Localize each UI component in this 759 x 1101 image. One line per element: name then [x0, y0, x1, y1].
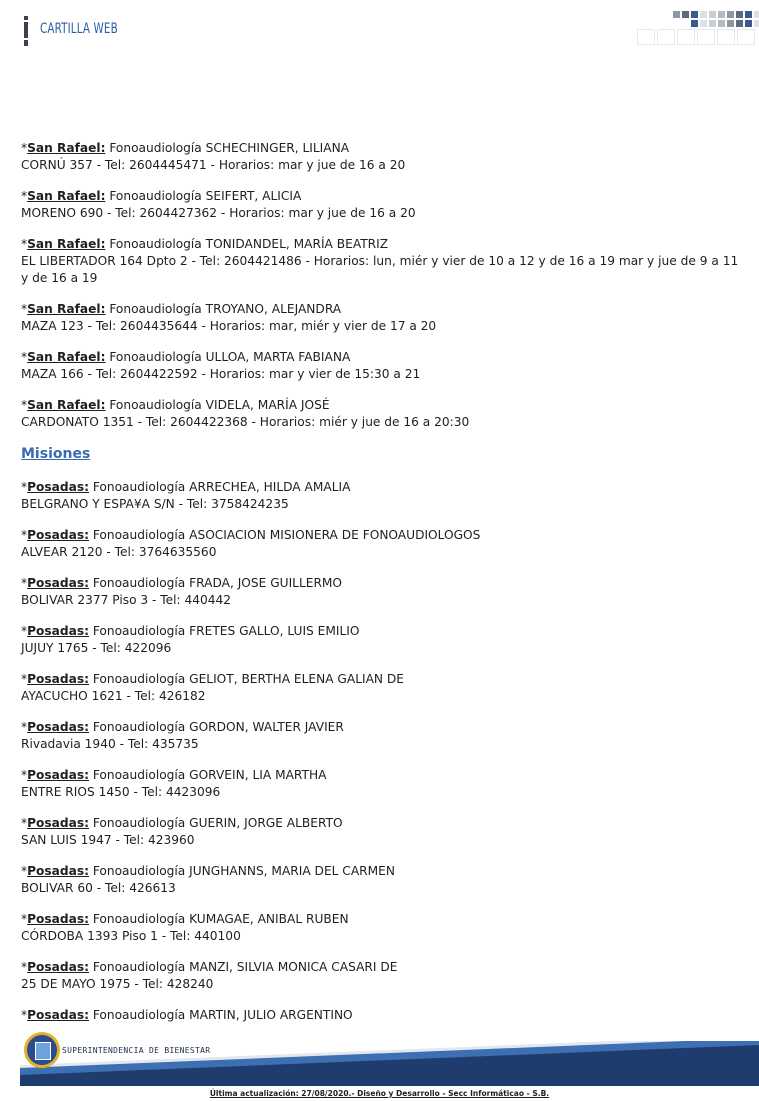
entry-heading: *San Rafael: Fonoaudiología ULLOA, MARTA FABIANA	[21, 350, 351, 364]
directory-entry	[21, 236, 749, 287]
directory-entry	[21, 397, 749, 431]
entry-heading: *Posadas: Fonoaudiología FRETES GALLO, LUIS EMILIO	[21, 624, 360, 638]
directory-entry	[21, 140, 749, 174]
entry-detail: 25 DE MAYO 1975 - Tel: 428240	[21, 977, 214, 991]
entry-location: Posadas:	[27, 912, 89, 926]
misiones-list	[21, 479, 749, 1024]
header-square	[697, 29, 715, 45]
entry-location: San Rafael:	[27, 189, 106, 203]
entry-heading: *Posadas: Fonoaudiología MARTIN, JULIO ARGENTINO	[21, 1008, 353, 1022]
header-square	[700, 11, 707, 18]
entry-title: Fonoaudiología SEIFERT, ALICIA	[109, 189, 302, 203]
entry-heading: *Posadas: Fonoaudiología ARRECHEA, HILDA AMALIA	[21, 480, 351, 494]
footer-update-note: Última actualización: 27/08/2020.- Diseño y Desarrollo - Secc Informáticao - S.B.	[209, 1089, 550, 1098]
page-header	[0, 0, 759, 60]
entry-heading: *San Rafael: Fonoaudiología VIDELA, MARÍA JOSÉ	[21, 398, 330, 412]
entry-location: San Rafael:	[27, 350, 106, 364]
entry-title: Fonoaudiología VIDELA, MARÍA JOSÉ	[109, 398, 330, 412]
entry-heading: *Posadas: Fonoaudiología FRADA, JOSE GUILLERMO	[21, 576, 343, 590]
directory-entry	[21, 671, 749, 705]
entry-heading: *Posadas: Fonoaudiología ASOCIACION MISIONERA DE FONOAUDIOLOGOS	[21, 528, 481, 542]
entry-title: Fonoaudiología MARTIN, JULIO ARGENTINO	[92, 1008, 353, 1022]
entry-title: Fonoaudiología ULLOA, MARTA FABIANA	[109, 350, 351, 364]
header-square	[754, 20, 759, 27]
entry-heading: *San Rafael: Fonoaudiología TONIDANDEL, MARÍA BEATRIZ	[21, 237, 389, 251]
entry-location: Posadas:	[27, 576, 89, 590]
entry-title: Fonoaudiología ARRECHEA, HILDA AMALIA	[92, 480, 351, 494]
header-square	[754, 11, 759, 18]
entry-detail: MORENO 690 - Tel: 2604427362 - Horarios: mar y jue de 16 a 20	[21, 206, 416, 220]
entry-detail: SAN LUIS 1947 - Tel: 423960	[21, 833, 195, 847]
entry-title: Fonoaudiología GUERIN, JORGE ALBERTO	[92, 816, 343, 830]
entry-location: Posadas:	[27, 528, 89, 542]
entry-location: Posadas:	[27, 480, 89, 494]
entry-detail: CÓRDOBA 1393 Piso 1 - Tel: 440100	[21, 929, 241, 943]
header-square	[657, 29, 675, 45]
entry-detail: EL LIBERTADOR 164 Dpto 2 - Tel: 2604421486 - Horarios: lun, miér y vier de 10 a 12 y de 16 a 19 mar y jue de 9 a 11 y de 16 a 19	[21, 254, 739, 285]
entry-detail: CORNÚ 357 - Tel: 2604445471 - Horarios: mar y jue de 16 a 20	[21, 158, 406, 172]
entry-detail: BELGRANO Y ESPA¥A S/N - Tel: 3758424235	[21, 497, 289, 511]
header-square	[700, 20, 707, 27]
entry-detail: MAZA 123 - Tel: 2604435644 - Horarios: mar, miér y vier de 17 a 20	[21, 319, 437, 333]
entry-detail: CARDONATO 1351 - Tel: 2604422368 - Horarios: miér y jue de 16 a 20:30	[21, 415, 470, 429]
entry-title: Fonoaudiología ASOCIACION MISIONERA DE FONOAUDIOLOGOS	[92, 528, 481, 542]
entry-heading: *Posadas: Fonoaudiología JUNGHANNS, MARIA DEL CARMEN	[21, 864, 395, 878]
directory-entry	[21, 767, 749, 801]
header-square	[736, 20, 743, 27]
directory-entry	[21, 188, 749, 222]
entry-location: San Rafael:	[27, 141, 106, 155]
entry-location: Posadas:	[27, 768, 89, 782]
header-square	[745, 11, 752, 18]
header-square	[673, 11, 680, 18]
directory-entry	[21, 527, 749, 561]
header-square	[682, 11, 689, 18]
entry-title: Fonoaudiología FRADA, JOSE GUILLERMO	[92, 576, 343, 590]
entry-detail: ENTRE RIOS 1450 - Tel: 4423096	[21, 785, 221, 799]
header-square	[737, 29, 755, 45]
entry-location: Posadas:	[27, 1008, 89, 1022]
entry-detail: JUJUY 1765 - Tel: 422096	[21, 641, 172, 655]
header-square	[709, 20, 716, 27]
entry-detail: MAZA 166 - Tel: 2604422592 - Horarios: mar y vier de 15:30 a 21	[21, 367, 421, 381]
entry-location: Posadas:	[27, 672, 89, 686]
entry-heading: *Posadas: Fonoaudiología GELIOT, BERTHA ELENA GALIAN DE	[21, 672, 405, 686]
directory-content	[21, 140, 749, 1038]
section-title-misiones: Misiones	[21, 446, 91, 462]
entry-location: Posadas:	[27, 720, 89, 734]
directory-entry	[21, 959, 749, 993]
header-square	[709, 11, 716, 18]
header-square	[717, 29, 735, 45]
directory-entry	[21, 815, 749, 849]
entry-title: Fonoaudiología GELIOT, BERTHA ELENA GALIAN DE	[92, 672, 405, 686]
directory-entry	[21, 301, 749, 335]
page-footer	[0, 1028, 759, 1101]
entry-title: Fonoaudiología GORDON, WALTER JAVIER	[92, 720, 344, 734]
directory-entry	[21, 1007, 749, 1024]
entry-title: Fonoaudiología TONIDANDEL, MARÍA BEATRIZ	[109, 237, 389, 251]
header-square	[727, 11, 734, 18]
entry-title: Fonoaudiología MANZI, SILVIA MONICA CASARI DE	[92, 960, 398, 974]
directory-entry	[21, 863, 749, 897]
entry-location: Posadas:	[27, 960, 89, 974]
directory-entry	[21, 911, 749, 945]
entry-detail: Rivadavia 1940 - Tel: 435735	[21, 737, 199, 751]
header-square	[736, 11, 743, 18]
entry-title: Fonoaudiología JUNGHANNS, MARIA DEL CARMEN	[92, 864, 395, 878]
header-title: CARTILLA WEB	[40, 21, 118, 37]
entry-title: Fonoaudiología GORVEIN, LIA MARTHA	[92, 768, 327, 782]
entry-location: San Rafael:	[27, 302, 106, 316]
header-square	[691, 11, 698, 18]
entry-detail: ALVEAR 2120 - Tel: 3764635560	[21, 545, 217, 559]
header-squares-icon	[637, 11, 759, 47]
entry-title: Fonoaudiología FRETES GALLO, LUIS EMILIO	[92, 624, 360, 638]
footer-organization: SUPERINTENDENCIA DE BIENESTAR	[62, 1046, 211, 1055]
entry-location: Posadas:	[27, 864, 89, 878]
entry-location: Posadas:	[27, 816, 89, 830]
entry-heading: *San Rafael: Fonoaudiología TROYANO, ALEJANDRA	[21, 302, 342, 316]
header-bar-icon	[24, 16, 28, 46]
directory-entry	[21, 349, 749, 383]
entry-heading: *San Rafael: Fonoaudiología SCHECHINGER, LILIANA	[21, 141, 350, 155]
header-square	[677, 29, 695, 45]
entry-heading: *Posadas: Fonoaudiología GUERIN, JORGE ALBERTO	[21, 816, 343, 830]
entry-heading: *Posadas: Fonoaudiología GORDON, WALTER JAVIER	[21, 720, 344, 734]
directory-entry	[21, 719, 749, 753]
entry-detail: BOLIVAR 2377 Piso 3 - Tel: 440442	[21, 593, 232, 607]
entry-title: Fonoaudiología SCHECHINGER, LILIANA	[109, 141, 350, 155]
header-square	[718, 20, 725, 27]
entry-location: San Rafael:	[27, 237, 106, 251]
entry-title: Fonoaudiología TROYANO, ALEJANDRA	[109, 302, 342, 316]
directory-entry	[21, 623, 749, 657]
entry-heading: *Posadas: Fonoaudiología GORVEIN, LIA MARTHA	[21, 768, 327, 782]
header-square	[745, 20, 752, 27]
header-square	[637, 29, 655, 45]
directory-entry	[21, 479, 749, 513]
entry-location: Posadas:	[27, 624, 89, 638]
entry-location: San Rafael:	[27, 398, 106, 412]
entry-detail: AYACUCHO 1621 - Tel: 426182	[21, 689, 206, 703]
header-square	[727, 20, 734, 27]
entry-heading: *Posadas: Fonoaudiología KUMAGAE, ANIBAL RUBEN	[21, 912, 349, 926]
entry-detail: BOLIVAR 60 - Tel: 426613	[21, 881, 176, 895]
header-square	[691, 20, 698, 27]
san-rafael-list	[21, 140, 749, 431]
entry-heading: *San Rafael: Fonoaudiología SEIFERT, ALICIA	[21, 189, 302, 203]
seal-logo-icon	[24, 1032, 60, 1068]
entry-title: Fonoaudiología KUMAGAE, ANIBAL RUBEN	[92, 912, 349, 926]
directory-entry	[21, 575, 749, 609]
header-square	[718, 11, 725, 18]
entry-heading: *Posadas: Fonoaudiología MANZI, SILVIA MONICA CASARI DE	[21, 960, 398, 974]
